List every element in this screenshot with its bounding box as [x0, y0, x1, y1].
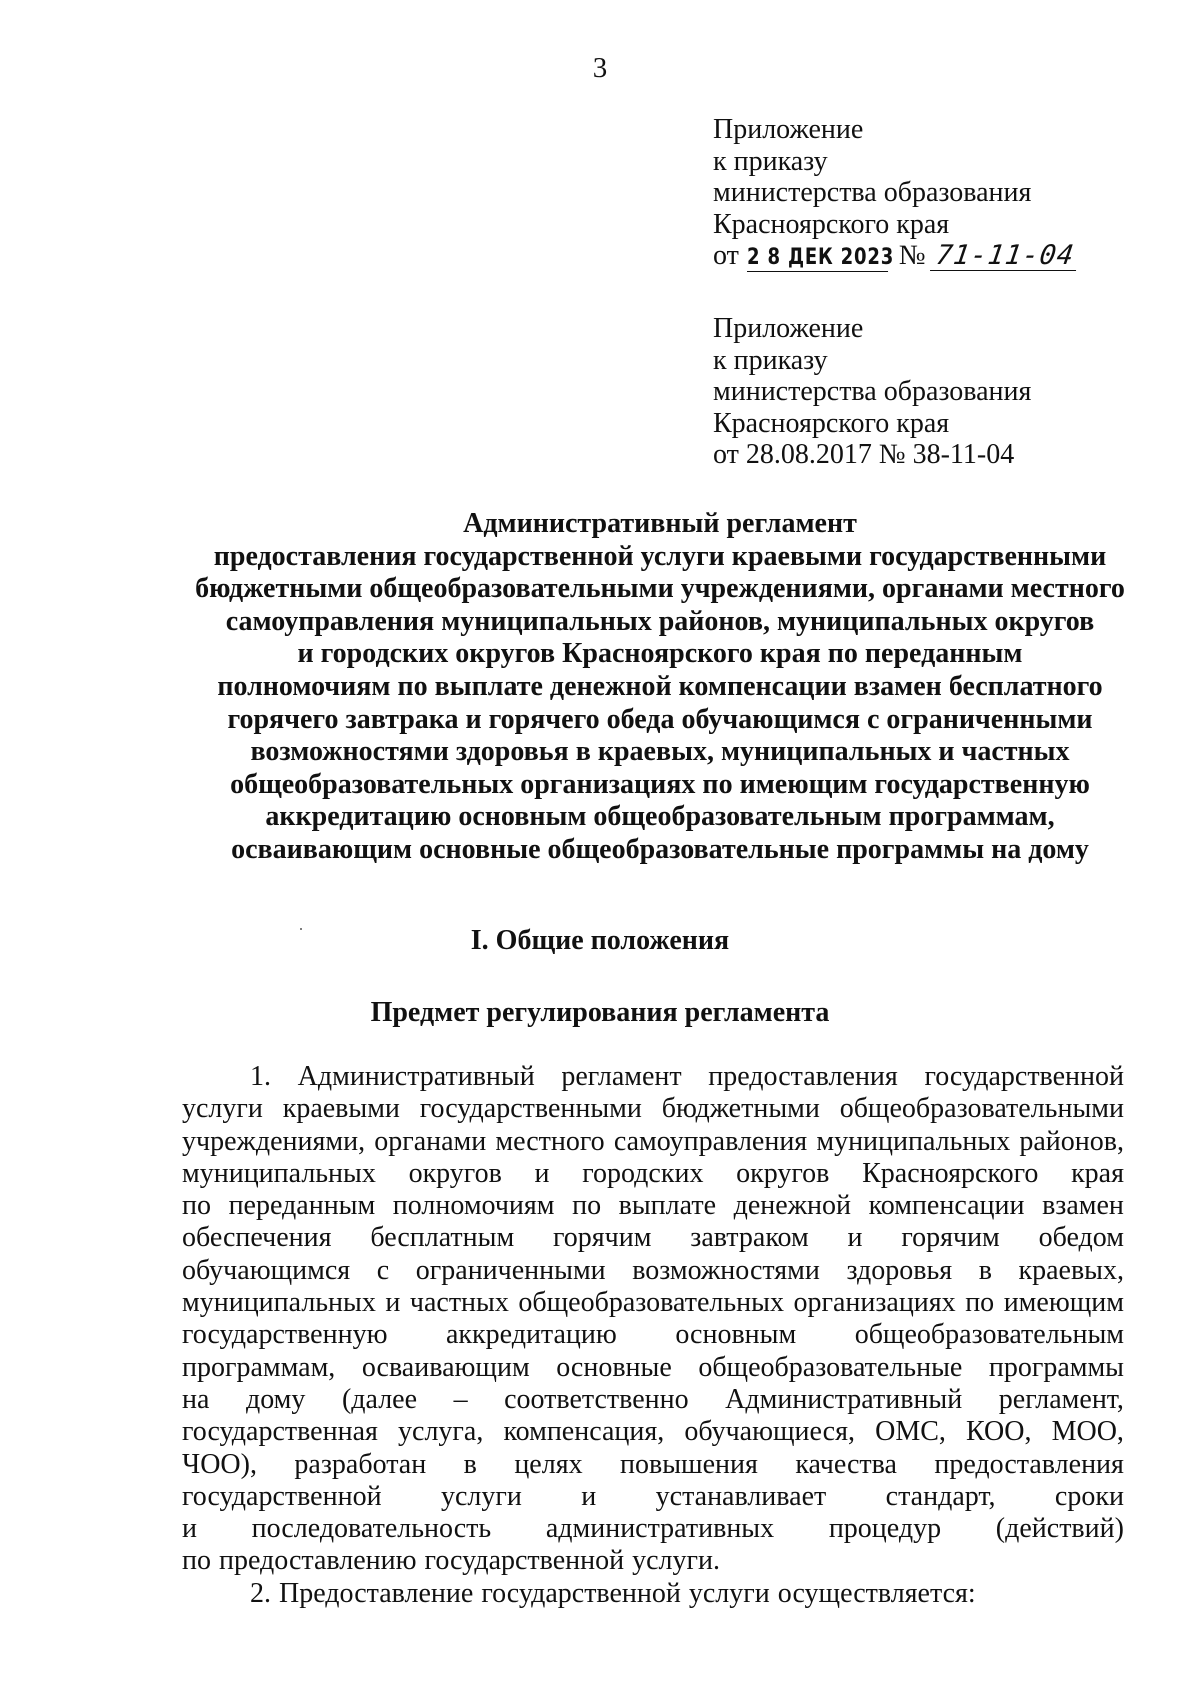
word: компенсация,: [503, 1416, 665, 1448]
word: государственной: [924, 1061, 1124, 1092]
paragraph-line: [182, 1481, 1124, 1513]
word: округов: [736, 1157, 830, 1189]
word: Административный: [725, 1383, 963, 1415]
annex-line: Приложение: [713, 114, 864, 145]
word: имеющим: [1003, 1287, 1124, 1319]
paragraph-line: [182, 1126, 1124, 1158]
word: общеобразовательными: [839, 1093, 1124, 1125]
word: бюджетными: [661, 1093, 820, 1125]
annex-header-current: [713, 114, 1153, 272]
word: предоставления: [708, 1061, 898, 1092]
word: здоровья: [846, 1254, 953, 1286]
title-line: возможностями здоровья в краевых, муниципальных и частных: [250, 736, 1070, 768]
word: краевых,: [1018, 1254, 1124, 1286]
word: выплате: [618, 1190, 716, 1222]
word: основные: [556, 1351, 672, 1383]
word: сроки: [1054, 1480, 1124, 1512]
paragraph-line: [182, 1449, 1124, 1481]
word: государственную: [182, 1319, 388, 1351]
word: самоуправления: [613, 1125, 808, 1157]
word: районов,: [1019, 1125, 1124, 1157]
word: завтраком: [690, 1222, 809, 1254]
word: обучающиеся,: [684, 1416, 855, 1448]
order-date-number-row: [713, 240, 1153, 272]
word: (действий): [995, 1513, 1124, 1545]
word: осваивающим: [361, 1351, 530, 1383]
word: ОМС,: [875, 1416, 946, 1448]
word: горячим: [553, 1222, 652, 1254]
word: целях: [514, 1448, 583, 1480]
word: повышения: [620, 1448, 758, 1480]
word: горячим: [901, 1222, 1000, 1254]
title-line: аккредитацию основным общеобразовательным программам,: [265, 801, 1055, 833]
title-line: Административный регламент: [463, 508, 857, 539]
word: Предоставление: [279, 1577, 474, 1609]
word: государственной: [424, 1545, 625, 1577]
word: на: [182, 1383, 210, 1415]
word: в: [463, 1448, 477, 1480]
handwritten-order-number: 71-11-04: [930, 242, 1080, 271]
word: (далее: [341, 1383, 418, 1415]
word: устанавливает: [655, 1480, 827, 1512]
body-paragraphs: [182, 1061, 1124, 1610]
paragraph-line: [182, 1578, 1124, 1610]
title-line: бюджетными общеобразовательными учреждениями, органами местного: [195, 573, 1125, 605]
word: полномочиям: [392, 1190, 555, 1222]
subsection-heading: Предмет регулирования регламента: [370, 997, 830, 1028]
word: дому: [245, 1383, 306, 1415]
word: программы: [988, 1351, 1124, 1383]
word: соответственно: [504, 1383, 689, 1415]
word: с: [376, 1254, 390, 1286]
title-line: предоставления государственной услуги краевыми государственными: [213, 540, 1107, 572]
document-title: [120, 508, 1200, 867]
paragraph-line: [182, 1384, 1124, 1416]
word: органами: [374, 1125, 487, 1157]
word: 2.: [250, 1577, 271, 1609]
word: и: [182, 1513, 197, 1545]
paragraph-line: [182, 1513, 1124, 1545]
word: государственными: [419, 1093, 642, 1125]
title-line: осваивающим основные общеобразовательные программы на дому: [231, 833, 1089, 865]
word: –: [453, 1383, 468, 1415]
word: и: [534, 1157, 550, 1189]
paragraph-line: [182, 1093, 1124, 1125]
word: предоставления: [934, 1448, 1124, 1480]
word: государственной: [481, 1577, 681, 1609]
paragraph-line: [182, 1416, 1124, 1448]
word: по: [182, 1545, 211, 1577]
annex-line: министерства образования: [713, 376, 1032, 407]
word: административных: [545, 1513, 775, 1545]
word: денежной: [733, 1190, 851, 1222]
word: бесплатным: [370, 1222, 515, 1254]
word: городских: [582, 1157, 704, 1189]
word: округов: [408, 1157, 502, 1189]
word: обучающимся: [182, 1254, 351, 1286]
title-line: самоуправления муниципальных районов, муниципальных округов: [225, 605, 1095, 637]
word: качества: [795, 1448, 897, 1480]
word: разработан: [294, 1448, 427, 1480]
word: и: [847, 1222, 863, 1254]
word: по: [572, 1190, 602, 1222]
word: услуги: [688, 1577, 770, 1609]
word: учреждениями,: [182, 1125, 366, 1157]
annex-line: к приказу: [713, 145, 828, 177]
word: Красноярского: [862, 1157, 1039, 1189]
paragraph-line: [182, 1061, 1124, 1093]
page-number: 3: [592, 52, 608, 84]
paragraph-line: [182, 1255, 1124, 1287]
word: переданным: [228, 1190, 376, 1222]
word: Административный: [297, 1061, 535, 1092]
title-line: общеобразовательных организациях по имеющим государственную: [230, 768, 1090, 800]
annex-line: от 28.08.2017 № 38-11-04: [713, 439, 1015, 470]
word: осуществляется:: [777, 1577, 976, 1609]
word: общеобразовательным: [854, 1319, 1124, 1351]
word: аккредитацию: [446, 1319, 617, 1351]
annex-line: Приложение: [713, 313, 864, 344]
date-prefix: от: [713, 240, 739, 271]
paragraph-line: [182, 1190, 1124, 1222]
word: организациях: [793, 1287, 956, 1319]
annex-line: к приказу: [713, 344, 828, 376]
word: и: [581, 1480, 597, 1512]
word: услуги: [182, 1093, 263, 1125]
word: и: [385, 1287, 401, 1319]
word: взамен: [1042, 1190, 1124, 1222]
number-sign: №: [898, 240, 926, 271]
paragraph-line: [182, 1352, 1124, 1384]
title-line: и городских округов Красноярского края по переданным: [297, 638, 1023, 670]
word: регламент: [561, 1061, 682, 1092]
word: обедом: [1038, 1222, 1124, 1254]
word: регламент,: [998, 1383, 1124, 1415]
paragraph-line: [182, 1287, 1124, 1319]
word: ЧОО),: [182, 1448, 257, 1480]
word: основным: [675, 1319, 797, 1351]
word: в: [978, 1254, 992, 1286]
word: края: [1071, 1157, 1124, 1189]
word: КОО,: [966, 1416, 1032, 1448]
word: процедур: [828, 1513, 942, 1545]
word: услуги.: [632, 1545, 720, 1577]
paragraph-line: [182, 1319, 1124, 1351]
word: ограниченными: [415, 1254, 606, 1286]
word: последовательность: [251, 1513, 492, 1545]
paragraph-line: [182, 1222, 1124, 1254]
word: краевыми: [282, 1093, 400, 1125]
word: по: [965, 1287, 995, 1319]
word: государственной: [182, 1480, 382, 1512]
word: общеобразовательных: [518, 1287, 784, 1319]
word: стандарт,: [885, 1480, 996, 1512]
title-line: полномочиям по выплате денежной компенсации взамен бесплатного: [217, 670, 1103, 702]
title-line: горячего завтрака и горячего обеда обучающимся с ограниченными: [227, 703, 1093, 735]
word: местного: [495, 1125, 605, 1157]
annex-line: Красноярского края: [713, 407, 950, 439]
word: МОО,: [1051, 1416, 1124, 1448]
word: услуга,: [398, 1416, 484, 1448]
word: муниципальных: [182, 1157, 376, 1189]
word: услуги: [440, 1480, 522, 1512]
word: 1.: [250, 1061, 271, 1092]
annex-line: Красноярского края: [713, 208, 950, 240]
word: частных: [409, 1287, 509, 1319]
word: предоставлению: [218, 1545, 417, 1577]
date-stamp: 2 8 ДЕК 2023: [746, 245, 895, 270]
word: компенсации: [868, 1190, 1025, 1222]
word: муниципальных: [816, 1125, 1011, 1157]
paragraph-line: [182, 1158, 1124, 1190]
word: общеобразовательные: [698, 1351, 963, 1383]
word: обеспечения: [182, 1222, 332, 1254]
word: возможностями: [632, 1254, 820, 1286]
annex-header-original: [713, 313, 1153, 471]
paragraph-line: [182, 1545, 1124, 1577]
word: муниципальных: [182, 1287, 376, 1319]
word: программам,: [182, 1351, 336, 1383]
section-heading: I. Общие положения: [470, 925, 730, 956]
word: государственная: [182, 1416, 378, 1448]
word: по: [182, 1190, 211, 1222]
annex-line: министерства образования: [713, 177, 1032, 208]
